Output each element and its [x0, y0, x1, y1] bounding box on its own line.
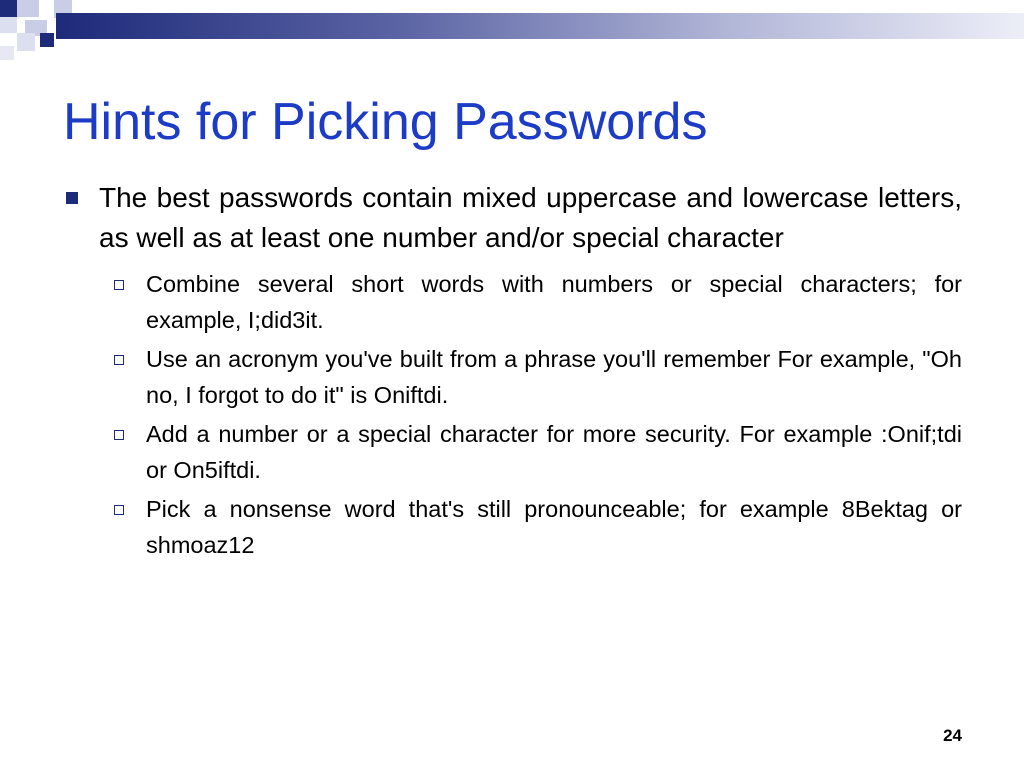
sub-bullet — [112, 416, 962, 488]
decor-square-icon — [0, 0, 17, 17]
filled-square-bullet-icon — [66, 192, 78, 204]
slide-content — [64, 178, 962, 566]
decor-square-icon — [40, 33, 54, 47]
sub-bullet-text: Use an acronym you've built from a phrase you'll remember For example, "Oh no, I forgot to do it" is Oniftdi. — [146, 346, 962, 408]
sub-bullet — [112, 341, 962, 413]
hollow-square-bullet-icon — [114, 280, 124, 290]
sub-bullet-list — [64, 266, 962, 563]
decor-square-icon — [0, 17, 17, 33]
slide-title: Hints for Picking Passwords — [63, 93, 708, 151]
decor-square-icon — [0, 46, 14, 60]
sub-bullet-text: Combine several short words with numbers or special characters; for example, I;did3it. — [146, 271, 962, 333]
sub-bullet — [112, 266, 962, 338]
sub-bullet-text: Add a number or a special character for more security. For example :Onif;tdi or On5iftdi. — [146, 421, 962, 483]
main-bullet — [64, 178, 962, 258]
sub-bullet — [112, 491, 962, 563]
header-gradient-bar — [56, 13, 1024, 39]
hollow-square-bullet-icon — [114, 505, 124, 515]
decor-square-icon — [17, 33, 35, 51]
page-number: 24 — [943, 726, 962, 745]
hollow-square-bullet-icon — [114, 355, 124, 365]
main-bullet-text: The best passwords contain mixed uppercase and lowercase letters, as well as at least one number and/or special character — [99, 182, 962, 253]
hollow-square-bullet-icon — [114, 430, 124, 440]
sub-bullet-text: Pick a nonsense word that's still pronounceable; for example 8Bektag or shmoaz12 — [146, 496, 962, 558]
decor-square-icon — [17, 0, 39, 17]
